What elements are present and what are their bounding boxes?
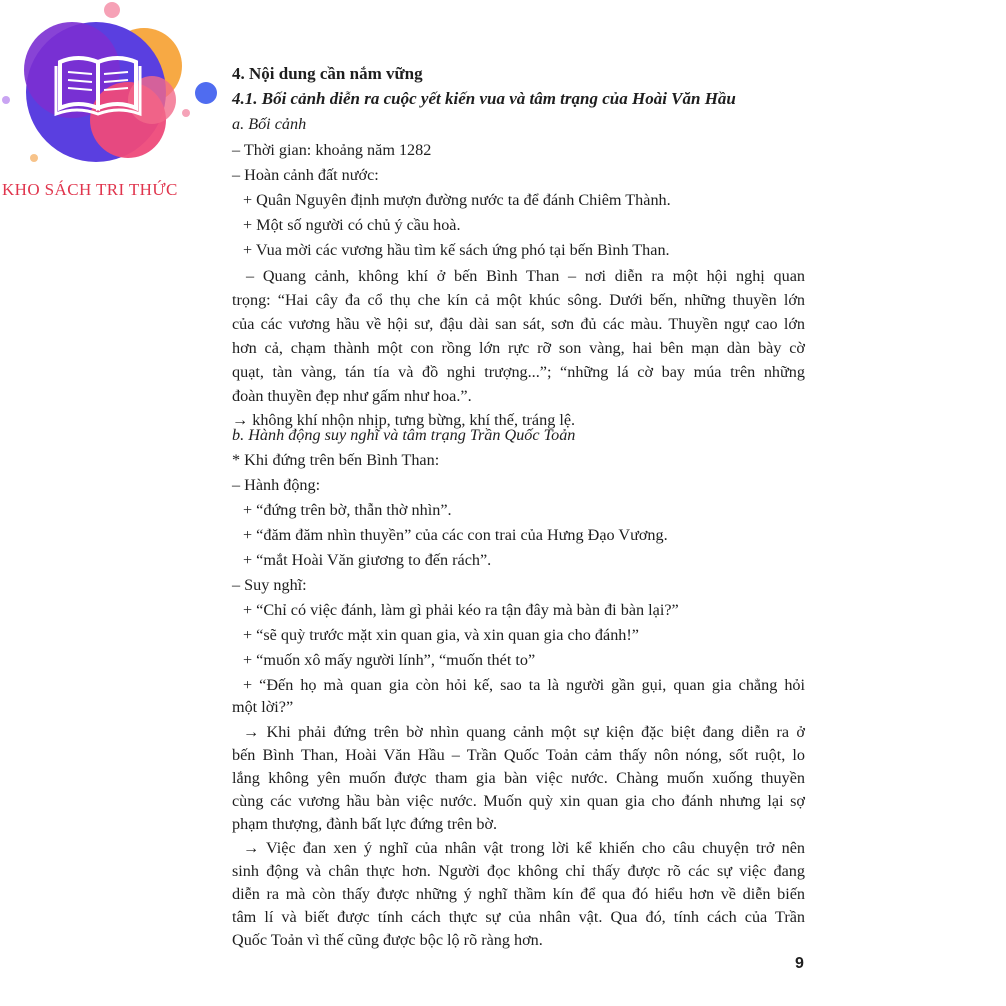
actions-label: – Hành động: [232, 476, 321, 494]
conclusion-line: phạm thượng, đành bất lực đứng trên bờ. [232, 815, 498, 833]
scene-conclusion: → không khí nhộn nhịp, tưng bừng, khí thế, tráng lệ. [232, 411, 576, 429]
subsection-heading: 4.1. Bối cảnh diễn ra cuộc yết kiến vua và tâm trạng của Hoài Văn Hầu [232, 89, 736, 108]
scene-line: của các vương hầu về hội sư, đậu dài san sát, sơn đủ các màu. Thuyền ngự cao lớn [232, 315, 805, 333]
context-item: + Một số người có chủ ý cầu hoà. [243, 216, 461, 234]
action-item: + “đứng trên bờ, thẫn thờ nhìn”. [243, 501, 452, 519]
section-b-title: b. Hành động suy nghĩ và tâm trạng Trần Quốc Toản [232, 426, 576, 444]
logo-text: KHO SÁCH TRI THỨC [2, 180, 178, 199]
conclusion-line: tâm lí và biết được tính cách thực sự của nhân vật. Qua đó, tính cách của Trần [232, 908, 805, 926]
conclusion-line: sinh động và chân thực hơn. Người đọc không chỉ thấy được rõ các sự việc đang [232, 862, 805, 880]
thought-item: + “muốn xô mấy người lính”, “muốn thét to” [243, 651, 536, 669]
conclusion-line: → Khi phải đứng trên bờ nhìn quang cảnh một sự kiện đặc biệt đang diễn ra ở [243, 723, 805, 741]
scene-line: hơn cả, chạm thành một con rồng lớn rực rỡ son vàng, hai bên mạn dàn bày cờ [232, 339, 805, 357]
scene-line: quạt, tàn vàng, tán tía và đồ nghi trượng...”; “những lá cờ bay múa trên những [232, 363, 805, 381]
thoughts-label: – Suy nghĩ: [232, 576, 307, 594]
context-line: – Hoàn cảnh đất nước: [232, 166, 379, 184]
thought-item: + “Chỉ có việc đánh, làm gì phải kéo ra tận đây mà bàn đi bàn lại?” [243, 601, 679, 619]
time-line: – Thời gian: khoảng năm 1282 [232, 141, 432, 159]
page-number: 9 [795, 955, 804, 972]
thought-item: một lời?” [232, 698, 294, 716]
action-item: + “đăm đăm nhìn thuyền” của các con trai của Hưng Đạo Vương. [243, 526, 668, 544]
conclusion-line: → Việc đan xen ý nghĩ của nhân vật trong lời kể khiến cho câu chuyện trở nên [243, 839, 805, 857]
when-line: * Khi đứng trên bến Bình Than: [232, 451, 440, 469]
context-item: + Vua mời các vương hầu tìm kế sách ứng phó tại bến Bình Than. [243, 241, 670, 259]
conclusion-line: cùng các vương hầu bàn việc nước. Muốn quỳ xin quan gia cho đánh nhưng lại sợ [232, 792, 805, 810]
scene-line: trọng: “Hai cây đa cổ thụ che kín cả một khúc sông. Dưới bến, những thuyền lớn [232, 291, 805, 309]
conclusion-line: Quốc Toản vì thế cũng được bộc lộ rõ ràng hơn. [232, 931, 543, 949]
scene-line: đoàn thuyền đẹp như gấm như hoa.”. [232, 387, 472, 405]
section-a-title: a. Bối cảnh [232, 115, 307, 133]
scene-line: – Quang cảnh, không khí ở bến Bình Than – nơi diễn ra một hội nghị quan [246, 267, 805, 285]
section-heading: 4. Nội dung cần nắm vững [232, 64, 423, 83]
action-item: + “mắt Hoài Văn giương to đến rách”. [243, 551, 492, 569]
thought-item: + “Đến họ mà quan gia còn hỏi kế, sao ta là người gần gụi, quan gia chẳng hỏi [243, 676, 805, 694]
context-item: + Quân Nguyên định mượn đường nước ta để đánh Chiêm Thành. [243, 191, 671, 209]
conclusion-line: lắng không yên muốn được tham gia bàn việc nước. Chàng muốn xuống thuyền [232, 769, 805, 787]
thought-item: + “sẽ quỳ trước mặt xin quan gia, và xin quan gia cho đánh!” [243, 626, 639, 644]
conclusion-line: bến Bình Than, Hoài Văn Hầu – Trần Quốc Toản cảm thấy nôn nóng, sốt ruột, lo [232, 746, 805, 764]
conclusion-line: diễn ra mà còn thấy được những ý nghĩ thầm kín để qua đó hiểu hơn về diễn biến [232, 885, 805, 903]
